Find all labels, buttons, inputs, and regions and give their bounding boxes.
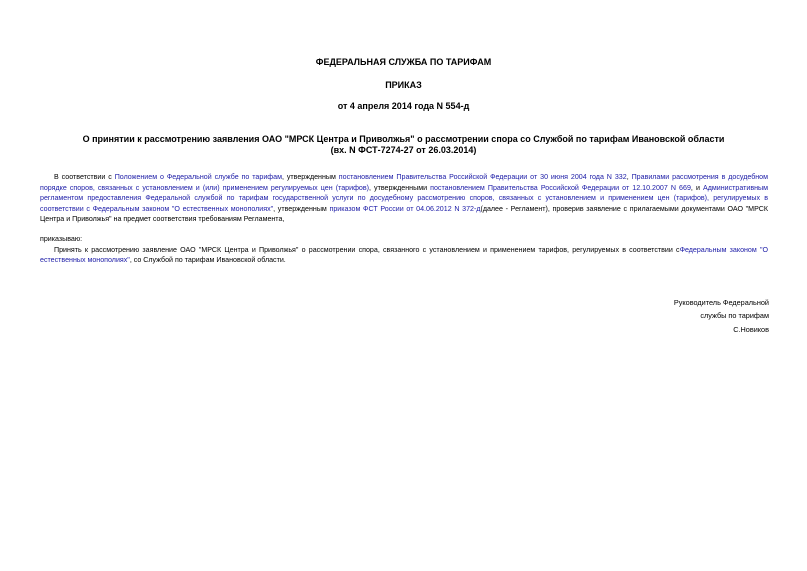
signature-block <box>674 296 769 336</box>
order-paragraph <box>40 245 768 266</box>
link-postanovlenie-669[interactable]: постановлением Правительства Российской Федерации от 12.10.2007 N 669 <box>430 183 691 192</box>
title-line-2: (вх. N ФСТ-7274-27 от 26.03.2014) <box>330 145 477 155</box>
link-postanovlenie-332[interactable]: постановлением Правительства Российской Федерации от 30 июня 2004 года N 332 <box>338 173 627 181</box>
agency-heading: ФЕДЕРАЛЬНАЯ СЛУЖБА ПО ТАРИФАМ <box>315 57 492 67</box>
document-type-heading: ПРИКАЗ <box>385 80 422 90</box>
date-number-heading: от 4 апреля 2014 года N 554-д <box>337 101 470 111</box>
preamble-text-4: , утвержденными <box>369 183 431 192</box>
preamble-text-6: , утвержденным <box>273 204 330 213</box>
link-polozhenie-fst[interactable]: Положением о Федеральной службе по тарифам <box>114 173 282 181</box>
preamble-text-1: В соответствии с <box>54 173 115 181</box>
preamble-text-7: (далее - Регламент), проверив заявление с прилагаемыми документами ОАО "МРСК Центра и Приволжья" на предмет соответствия требованиям Регламента, <box>40 204 768 224</box>
link-administrativnyi-reglament[interactable]: Административным регламентом предоставления Федеральной службой по тарифам государственной услуги по досудебному рассмотрению споров, связанных с установлением и применением цен (тарифов), регулируемых в соответствии с Федеральным законом "О естественных монополиях" <box>40 183 768 213</box>
order-text-1: Принять к рассмотрению заявление ОАО "МРСК Центра и Приволжья" о рассмотрении спора, связанного с установлением и применением тарифов, регулируемых в соответствии с <box>54 245 680 254</box>
preamble-text-2: , утвержденным <box>281 173 339 181</box>
order-text-2: , со Службой по тарифам Ивановской области. <box>129 256 286 265</box>
order-heading: приказываю: <box>40 235 83 243</box>
preamble-paragraph <box>40 172 768 225</box>
link-prikaz-372d[interactable]: приказом ФСТ России от 04.06.2012 N 372-д <box>329 204 481 213</box>
preamble-text-3: , <box>626 173 632 181</box>
order-section <box>40 234 768 266</box>
link-fz-estestvennye-monopolii[interactable]: Федеральным законом "О естественных монополиях" <box>40 245 768 265</box>
signature-name: С.Новиков <box>733 324 769 334</box>
title-line-1: О принятии к рассмотрению заявления ОАО "МРСК Центра и Приволжья" о рассмотрении спора со Службой по тарифам Ивановской области <box>82 134 725 144</box>
preamble-text-5: , и <box>690 183 703 192</box>
link-pravila-rassmotreniya[interactable]: Правилами рассмотрения в досудебном порядке споров, связанных с установлением и (или) применением регулируемых цен (тарифов) <box>40 173 768 192</box>
signature-line-2: службы по тарифам <box>700 311 769 321</box>
signature-line-1: Руководитель Федеральной <box>673 298 769 307</box>
